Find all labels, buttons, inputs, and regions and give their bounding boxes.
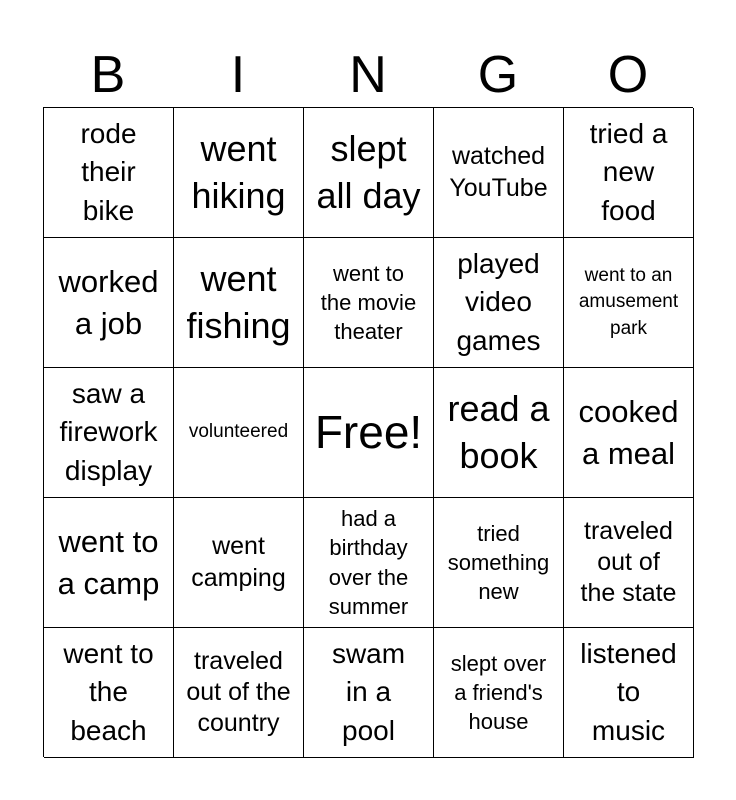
- bingo-cell[interactable]: went camping: [174, 498, 304, 628]
- bingo-cell[interactable]: went hiking: [174, 108, 304, 238]
- bingo-cell[interactable]: went to an amusement park: [564, 238, 694, 368]
- bingo-cell[interactable]: saw a firework display: [44, 368, 174, 498]
- bingo-cell[interactable]: traveled out of the state: [564, 498, 694, 628]
- bingo-cell[interactable]: watched YouTube: [434, 108, 564, 238]
- bingo-cell[interactable]: tried a new food: [564, 108, 694, 238]
- free-space-cell[interactable]: Free!: [304, 368, 434, 498]
- header-letter-o: O: [607, 46, 649, 104]
- bingo-cell[interactable]: worked a job: [44, 238, 174, 368]
- header-letter-i: I: [230, 46, 246, 104]
- bingo-cell[interactable]: rode their bike: [44, 108, 174, 238]
- bingo-cell[interactable]: slept over a friend's house: [434, 628, 564, 758]
- bingo-cell[interactable]: played video games: [434, 238, 564, 368]
- bingo-cell[interactable]: tried something new: [434, 498, 564, 628]
- bingo-cell[interactable]: went fishing: [174, 238, 304, 368]
- header-letter-n: N: [349, 46, 387, 104]
- bingo-cell[interactable]: volunteered: [174, 368, 304, 498]
- bingo-cell[interactable]: had a birthday over the summer: [304, 498, 434, 628]
- bingo-cell[interactable]: went to the movie theater: [304, 238, 434, 368]
- bingo-grid: [43, 107, 693, 757]
- bingo-cell[interactable]: went to a camp: [44, 498, 174, 628]
- bingo-cell[interactable]: listened to music: [564, 628, 694, 758]
- bingo-cell[interactable]: traveled out of the country: [174, 628, 304, 758]
- bingo-cell[interactable]: cooked a meal: [564, 368, 694, 498]
- header-letter-g: G: [477, 46, 519, 104]
- bingo-header: [43, 42, 693, 108]
- bingo-cell[interactable]: swam in a pool: [304, 628, 434, 758]
- bingo-cell[interactable]: went to the beach: [44, 628, 174, 758]
- bingo-cell[interactable]: slept all day: [304, 108, 434, 238]
- bingo-cell[interactable]: read a book: [434, 368, 564, 498]
- header-letter-b: B: [90, 46, 126, 104]
